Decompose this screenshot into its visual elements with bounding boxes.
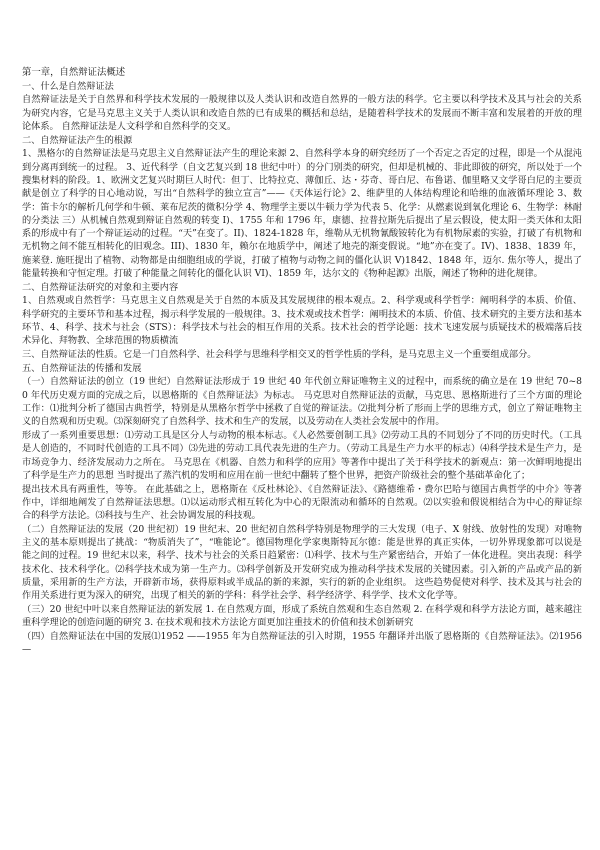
section-nature: 三、自然辩证法的性质。它是一门自然科学、社会科学与思维科学相交叉的哲学性质的学科，是马克思主义一个重要组成部分。 [22, 348, 537, 360]
document-page [22, 66, 582, 657]
development-20th-paragraph: （二）自然辩证法的发展（20 世纪初）19 世纪末、20 世纪初自然科学特别是物理学的三大发现（电子、X 射线、放射性的发现）对唯物主义的基本原则提出了挑战：“物质消失了”，“唯能论”。德国物理化学家奥斯特瓦尔德：能是世界的真正实体，一切外界现象都可以说是能之间的过程。19 世纪末以来，科学、技术与社会的关系日趋紧密：⑴科学、技术与生产紧密结合，开始了一体化进程。突出表现：科学技术化、技术科学化。⑵科学技术成为第一生产力。⑶科学创新及开发研究成为推动科学技术发展的关键因素。引入新的产品或产品的新质量，采用新的生产方法，开辟新市场，获得原料或半成品的新的来源，实行的新的企业组织。 这些趋势促使对科学、技术及其与社会的作用关系进行更为深入的研究，出现了相关的新的学科：科学社会学、科学经济学、科学学、技术文化学等。 [22, 523, 582, 602]
section-heading-what-is: 一、什么是自然辩证法 [22, 80, 114, 92]
thoughts-paragraph: 形成了一系列重要思想：⑴劳动工具是区分人与动物的根本标志。《人必然要创制工具》⑵劳动工具的不同划分了不同的历史时代。（工具是人创造的，不同时代创造的工具不同）⑶先进的劳动工具代表先进的生产力。（劳动工具是生产力水平的标志）⑷科学技术是生产力，是市场竞争力、经济发展动力之所在。 马克思在《机器、自然力和科学的应用》等著作中提出了关于科学技术的新观点：第一次鲜明地提出了科学是生产力的思想 当时提出了蒸汽机的发明和应用在前一世纪中翻转了整个世界，把资产阶级社会的整个基础革命化了； [22, 429, 582, 481]
china-development-paragraph: （四）自然辩证法在中国的发展⑴1952 ——1955 年为自然辩证法的引入时期，1955 年翻译并出版了恩格斯的《自然辩证法》。⑵1956 — [22, 630, 582, 656]
founding-paragraph: （一）自然辩证法的创立（19 世纪）自然辩证法形成于 19 世纪 40 年代创立辩证唯物主义的过程中，而系统的确立是在 19 世纪 70~80 年代历史观方面的完成之后，以恩格斯的《自然辩证法》为标志。 马克思对自然辩证法的贡献，马克思、恩格斯进行了三个方面的理论工作：⑴批判分析了德国古典哲学，特别是从黑格尔哲学中拯救了自觉的辩证法。⑵批判分析了形而上学的思维方式，创立了辩证唯物主义的自然观和历史观。⑶深刻研究了自然科学、技术和生产的发展，以及劳动在人类社会发展中的作用。 [22, 376, 582, 428]
section-heading-origins: 二、自然辩证法产生的根源 [22, 134, 133, 146]
section-heading-object-content: 二、自然辩证法研究的对象和主要内容 [22, 281, 179, 293]
new-development-paragraph: （三）20 世纪中叶以来自然辩证法的新发展 1. 在自然观方面，形成了系统自然观和生态自然观 2. 在科学观和科学方法论方面，越来越注重科学理论的创造问题的研究 3. 在技术观和技术方法论方面更加注重技术的价值和技术创新研究 [22, 603, 582, 629]
section-heading-spread: 五、自然辩证法的传播和发展 [22, 362, 142, 374]
chapter-title: 第一章，自然辩证法概述 [22, 67, 126, 78]
definition-paragraph: 自然辩证法是关于自然界和科学技术发展的一般规律以及人类认识和改造自然界的一般方法的科学。它主要以科学技术及其与社会的关系为研究内容，它是马克思主义关于人类认识和改造自然的已有成果的概括和总结，是随着科学技术的发展而不断丰富和发展着的开放的理论体系。 自然辩证法是人文科学和自然科学的交叉。 [22, 94, 582, 132]
technology-duality-paragraph: 提出技术具有两重性，等等。 在此基础之上，恩格斯在《反杜林论》、《自然辩证法》、《路德维希・费尔巴哈与德国古典哲学的中介》等著作中，详细地阐发了自然辩证法思想。⑴以运动形式相互转化为中心的无限流动和循环的自然观。⑵以实验和假说相结合为中心的辩证综合的科学方法论。⑶科技与生产、社会协调发展的科技观。 [22, 483, 582, 522]
origins-paragraph: 1、黑格尔的自然辩证法是马克思主义自然辩证法产生的理论来源 2、自然科学本身的研究经历了一个否定之否定的过程，即是一个从混沌到分离再到统一的过程。 3、近代科学（自文艺复兴到 18 世纪中叶）的分门别类的研究，但却是机械的、非此即彼的研究，所以处于一个搜集材料的阶段。1、欧洲文艺复兴时期巨人时代：但丁、比特拉克、薄伽丘、达・芬奇、哥白尼、布鲁诺、伽里略又文学哥白尼的主要贡献是创立了科学的日心地动说，写出“自然科学的独立宣言”——《天体运行论》2、维萨里的人体结构理论和哈维的血液循环理论 3、数学：笛卡尔的解析几何学和牛顿、莱布尼茨的微积分学 4、物理学主要以牛顿力学为代表 5、化学：从燃素说到氧化理论 6、生物学：林耐的分类法 三）从机械自然观到辩证自然观的转变 I)、1755 年和 1796 年，康德、拉普拉斯先后提出了星云假设，使太阳一类天体和太阳系的形成中有了一个辩证运动的过程。“天”在变了。II)、1824-1828 年，维勒从无机物氰酸铵转化为有机物尿素的实验，打破了有机物和无机物之间不能互相转化的旧观念。III)、1830 年，赖尔在地质学中，阐述了地壳的渐变假说。“地”亦在变了。IV)、1838、1839 年，施莱登. 施旺提出了植物、动物都是由细胞组成的学说，打破了植物与动物之间的僵化认识 V)1842、1848 年，迈尔. 焦尔等人，提出了能量转换和守恒定理。打破了种能量之间转化的僵化认识 VI)、1859 年，达尔文的《物种起源》出版，阐述了物种的进化规律。 [22, 148, 582, 280]
object-content-paragraph: 1、自然观或自然哲学：马克思主义自然观是关于自然的本质及其发展规律的根本观点。2、科学观或科学哲学：阐明科学的本质、价值、科学研究的主要环节和基本过程，揭示科学发展的一般规律。3、技术观或技术哲学：阐明技术的本质、价值、技术研究的主要方法和基本环节、4、科学、技术与社会（STS）：科学技术与社会的相互作用的关系。技术社会的哲学论题：技术飞速发展与质疑技术的极端落后技术异化、拜物教、全球范围的物质横流 [22, 295, 582, 347]
